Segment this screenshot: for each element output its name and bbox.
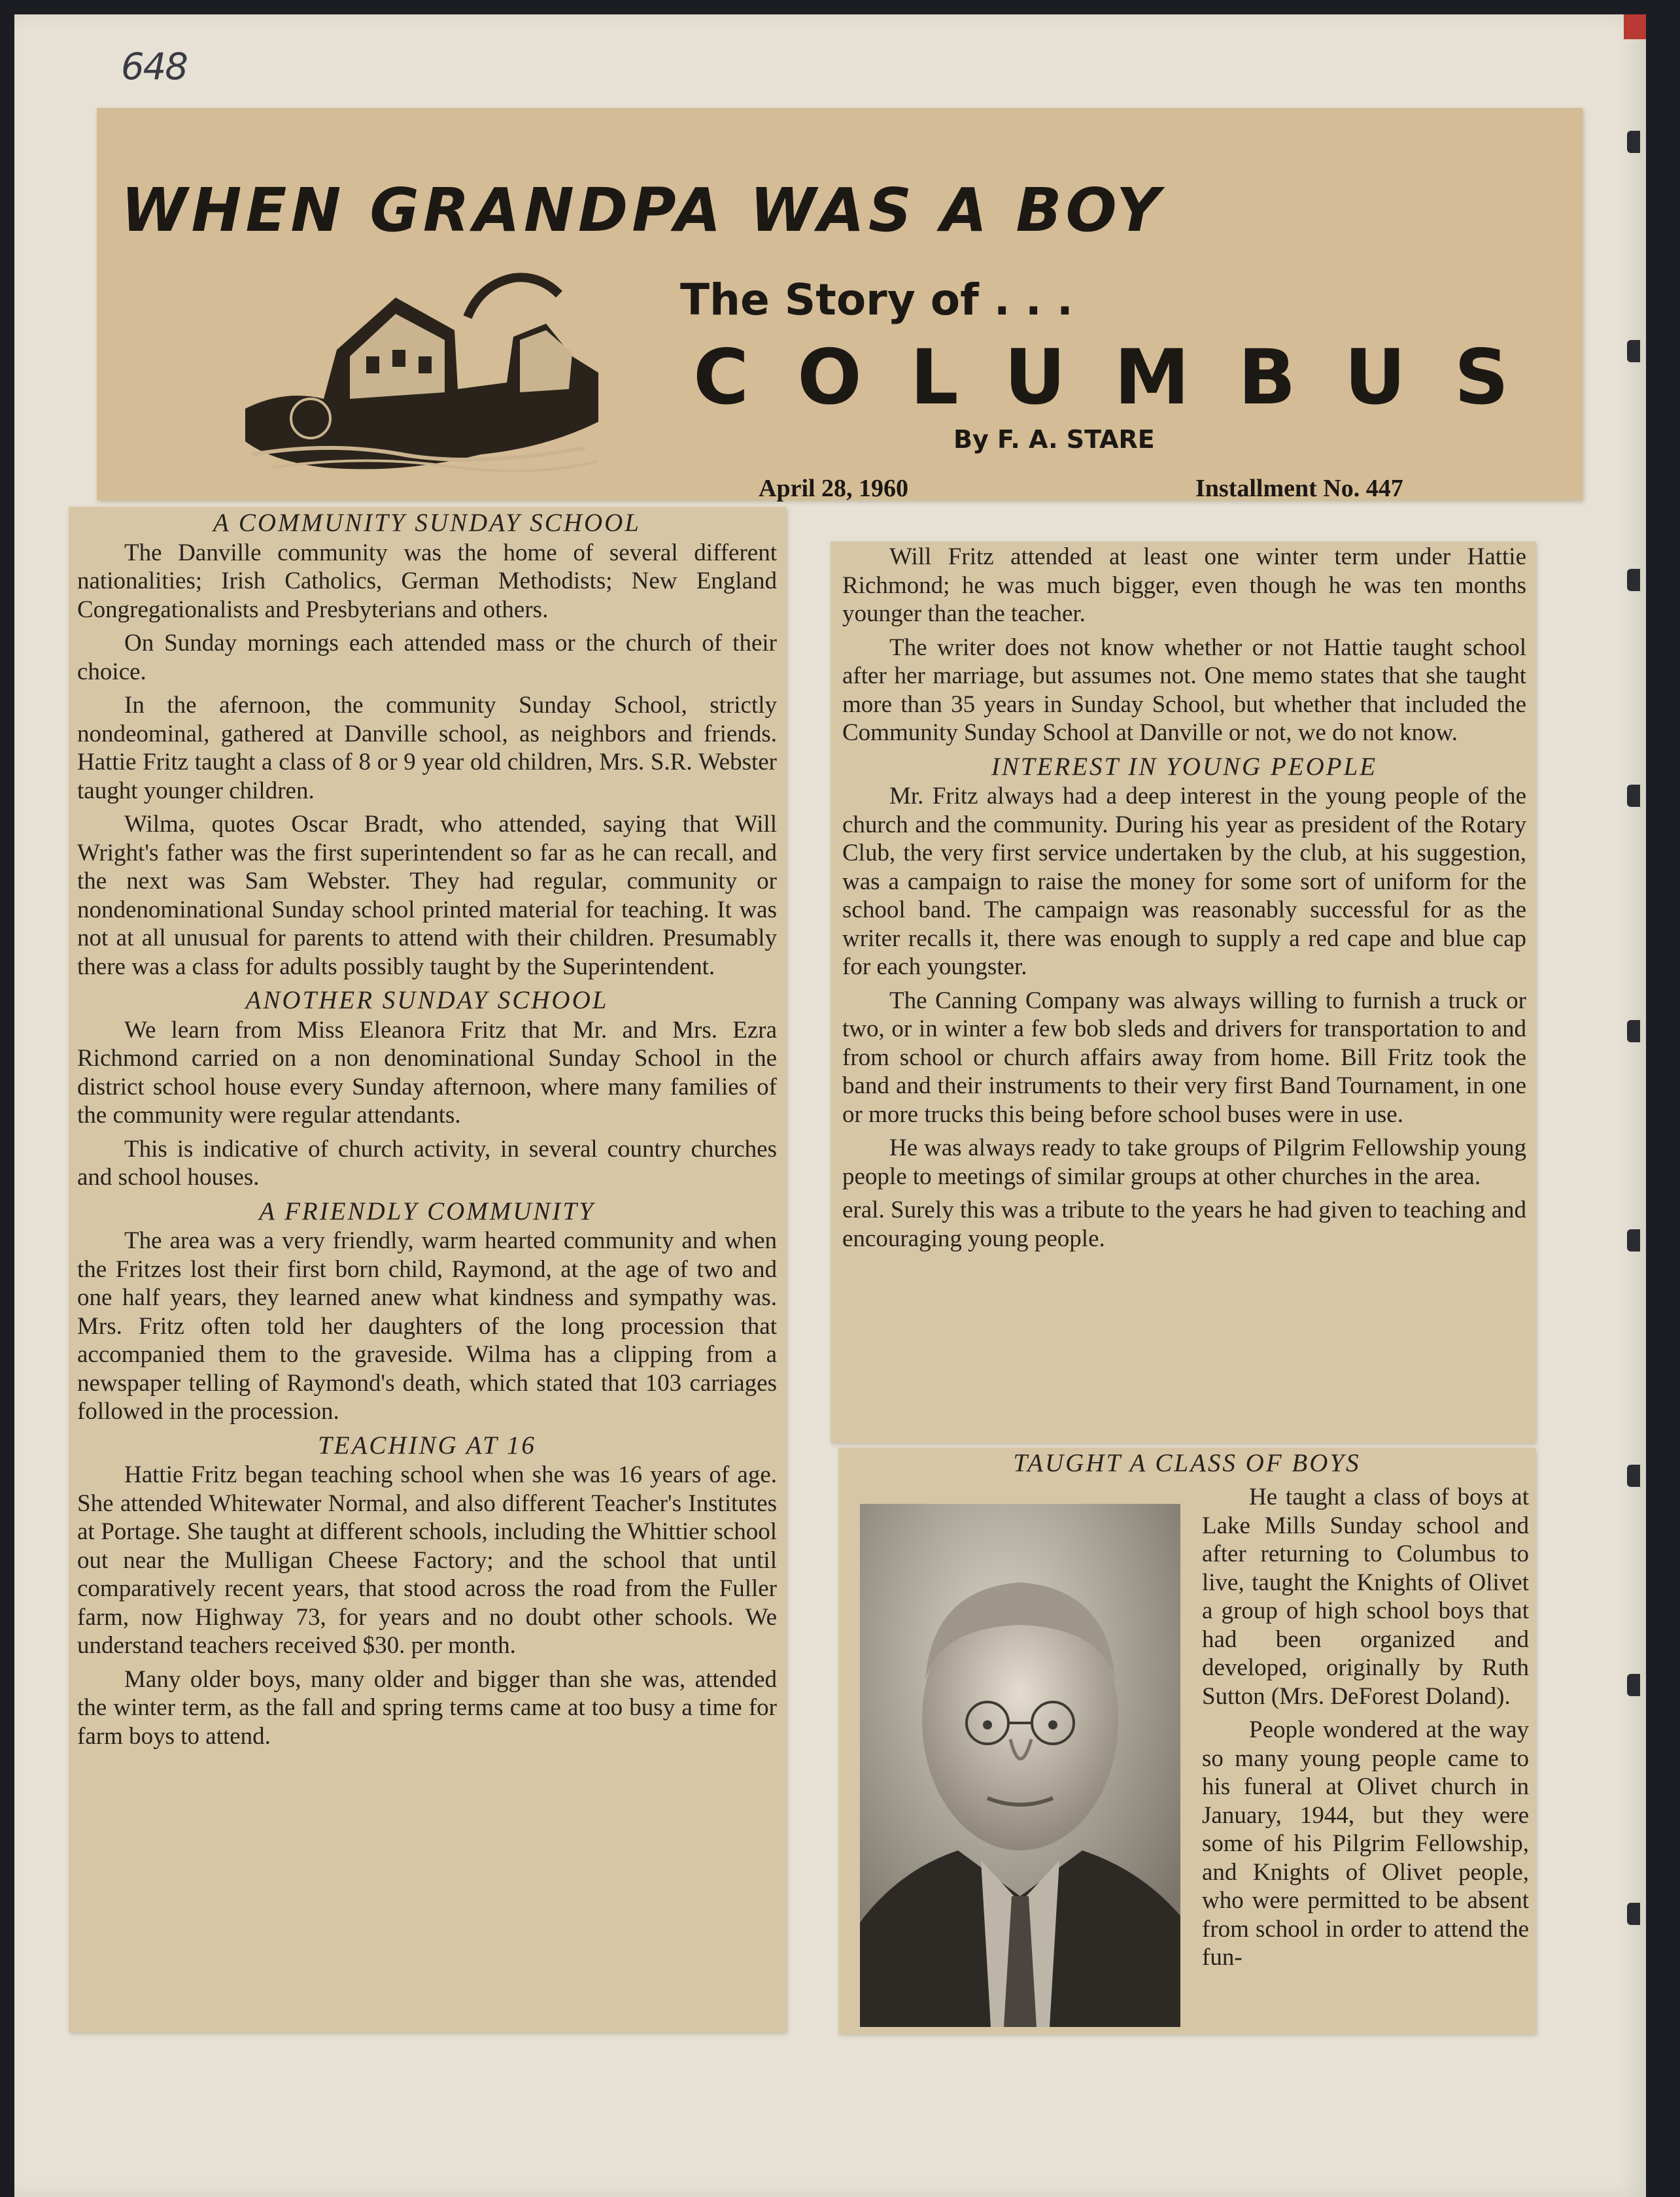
paragraph: On Sunday mornings each attended mass or the church of their choice.	[77, 630, 777, 685]
section-heading: TEACHING AT 16	[318, 1431, 536, 1459]
photo-caption-column	[1202, 1483, 1529, 1977]
headline: WHEN GRANDPA WAS A BOY	[121, 175, 1164, 245]
paragraph: This is indicative of church activity, in several country churches and school houses.	[77, 1135, 777, 1191]
date: April 28, 1960	[759, 475, 909, 502]
paragraph: Many older boys, many older and bigger than she was, attended the winter term, as the fall and spring terms came at too busy a time for farm boys to attend.	[77, 1665, 777, 1750]
installment-number: Installment No. 447	[1195, 475, 1403, 502]
subtitle-story-of: The Story of . . .	[680, 275, 1073, 325]
ring-hole	[1627, 340, 1640, 362]
section-heading: A FRIENDLY COMMUNITY	[259, 1197, 595, 1225]
section-heading: INTEREST IN YOUNG PEOPLE	[991, 752, 1378, 781]
section-heading: A COMMUNITY SUNDAY SCHOOL	[213, 509, 641, 537]
page-number: 648	[121, 46, 187, 88]
paragraph: Mr. Fritz always had a deep interest in the young people of the church and the community. During his year as president of the Rotary Club, the very first service undertaken by the club, at his suggestion, was a campaign to raise the money for some sort of uniform for the school band. The campaign was reasonably successful for as the writer recalls it, there was enough to supply a red cape and blue cap for each youngster.	[842, 783, 1526, 980]
ring-hole	[1627, 785, 1640, 807]
ring-hole	[1627, 1020, 1640, 1042]
paragraph: We learn from Miss Eleanora Fritz that Mr. and Mrs. Ezra Richmond carried on a non denominational Sunday School in the district school house every Sunday afternoon, where many families of the community were regular attendants.	[77, 1016, 777, 1129]
paragraph: He was always ready to take groups of Pilgrim Fellowship young people to meetings of similar groups at other churches in the area.	[842, 1134, 1526, 1190]
ring-hole	[1627, 131, 1640, 153]
page-tab-marker	[1624, 14, 1646, 39]
paragraph: People wondered at the way so many young people came to his funeral at Olivet church in January, 1944, but they were some of his Pilgrim Fellowship, and Knights of Olivet people, who were permitted to be absent from school in order to attend the fun-	[1202, 1716, 1529, 1971]
paragraph: The writer does not know whether or not Hattie taught school after her marriage, but assumes not. One memo states that she taught more than 35 years in Sunday School, but whether that included the Community Sunday School at Danville or not, we do not know.	[842, 634, 1526, 746]
portrait-photo	[860, 1504, 1180, 2027]
ring-hole	[1627, 1465, 1640, 1487]
mill-illustration	[232, 258, 608, 481]
paragraph: The area was a very friendly, warm hearted community and when the Fritzes lost their first born child, Raymond, at the age of two and one half years, they learned anew what kindness and sympathy was. Mrs. Fritz often told her daughters of the long procession that accompanied them to the graveside. Wilma has a clipping from a newspaper telling of Raymond's death, which stated that 103 carriages followed in the procession.	[77, 1227, 777, 1425]
paragraph: Hattie Fritz began teaching school when she was 16 years of age. She attended Whitewater Normal, and also different Teacher's Institutes at Portage. She taught at different schools, including the Whittier school out near the Mulligan Cheese Factory; and the school that until comparatively recent years, that stood across the road from the Fuller farm, now Highway 73, for years and no doubt other schools. We understand teachers received $30. per month.	[77, 1461, 777, 1659]
right-column	[842, 543, 1526, 1258]
byline: By F. A. STARE	[953, 425, 1155, 454]
title-columbus: COLUMBUS	[693, 333, 1558, 422]
left-column	[77, 509, 777, 1756]
section-heading: TAUGHT A CLASS OF BOYS	[1013, 1449, 1361, 1477]
paragraph: The Canning Company was always willing to furnish a truck or two, or in winter a few bob sleds and drivers for transportation to and from school or church affairs away from home. Bill Fritz took the band and their instruments to their very first Band Tournament, in one or more trucks this being before school buses were in use.	[842, 987, 1526, 1128]
paragraph: In the afernoon, the community Sunday School, strictly nondeominal, gathered at Danville school, as neighbors and friends. Hattie Fritz taught a class of 8 or 9 year old children, Mrs. S.R. Webster taught younger children.	[77, 692, 777, 804]
ring-hole	[1627, 1229, 1640, 1252]
section-heading: ANOTHER SUNDAY SCHOOL	[245, 986, 609, 1014]
ring-hole	[1627, 569, 1640, 591]
paragraph: eral. Surely this was a tribute to the years he had given to teaching and encouraging young people.	[842, 1197, 1526, 1252]
ring-hole	[1627, 1674, 1640, 1696]
paragraph: He taught a class of boys at Lake Mills Sunday school and after returning to Columbus to live, taught the Knights of Olivet a group of high school boys that had been organized and developed, originally by Ruth Sutton (Mrs. DeForest Doland).	[1202, 1484, 1529, 1710]
paragraph: The Danville community was the home of several different nationalities; Irish Catholics, German Methodists; New England Congregationalists and Presbyterians and others.	[77, 539, 777, 623]
paragraph: Will Fritz attended at least one winter term under Hattie Richmond; he was much bigger, even though he was ten months younger than the teacher.	[842, 543, 1526, 627]
paragraph: Wilma, quotes Oscar Bradt, who attended, saying that Will Wright's father was the first superintendent so far as he can recall, and the next was Sam Webster. They had regular, community or nondenominational Sunday school printed material for teaching. It was not at all unusual for parents to attend with their children. Presumably there was a class for adults possibly taught by the Superintendent.	[77, 811, 777, 980]
ring-hole	[1627, 1903, 1640, 1925]
